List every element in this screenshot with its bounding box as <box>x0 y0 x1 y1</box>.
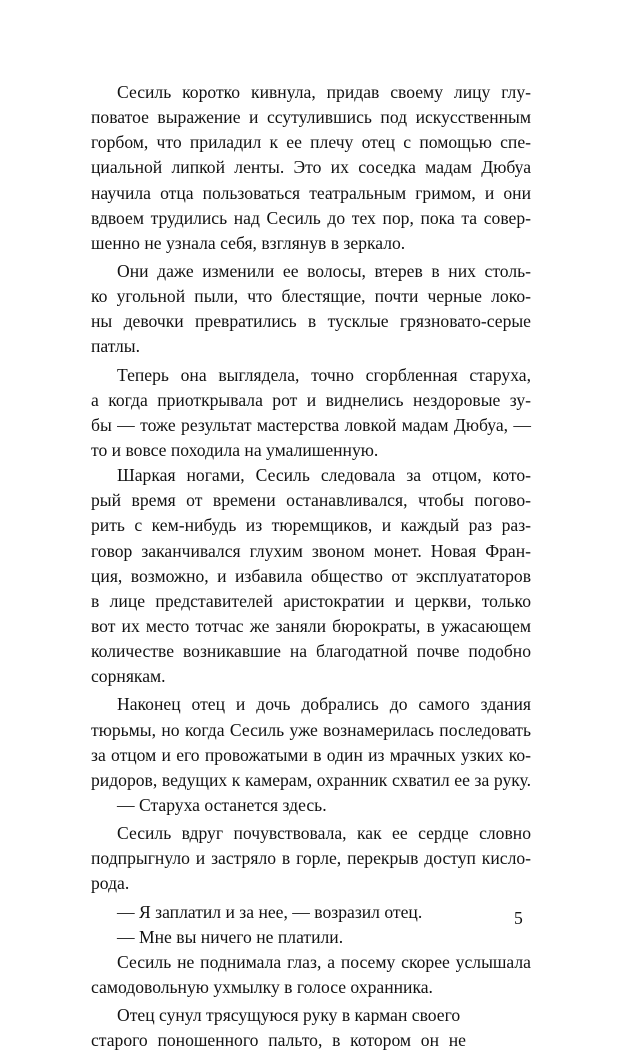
paragraph <box>91 950 531 1000</box>
text-line: — Старуха останется здесь. <box>117 794 327 815</box>
paragraph <box>91 1003 531 1053</box>
text-line: количестве возникавшие на благодатной почве подобно <box>91 641 531 662</box>
text-line: сорнякам. <box>91 666 166 687</box>
text-line: тюрьмы, но когда Сесиль уже вознамерилась последовать <box>91 719 531 740</box>
text-line: старого поношенного пальто, в котором он не <box>91 1030 466 1051</box>
paragraph <box>91 363 531 464</box>
text-line: вдвоем трудились над Сесиль до тех пор, пока та совер- <box>91 207 531 228</box>
text-line: рый время от времени останавливался, чтобы погово- <box>91 490 531 511</box>
text-line: Отец сунул трясущуюся руку в карман своего <box>117 1005 461 1026</box>
text-line: ко угольной пыли, что блестящие, почти черные локо- <box>91 286 531 307</box>
text-line: Наконец отец и дочь добрались до самого здания <box>117 694 531 715</box>
text-line: — Мне вы ничего не платили. <box>117 926 344 947</box>
text-line: за отцом и его провожатыми в один из мрачных узких ко- <box>91 744 531 765</box>
paragraph <box>91 80 531 256</box>
paragraph <box>91 925 531 950</box>
text-line: бы — тоже результат мастерства ловкой мадам Дюбуа, — <box>91 414 531 435</box>
text-line: а когда приоткрывала рот и виднелись нездоровые зу- <box>91 389 531 410</box>
text-line: Сесиль не поднимала глаз, а посему скорее услышала <box>117 951 531 972</box>
paragraph <box>91 692 531 793</box>
text-line: горбом, что приладил к ее плечу отец с помощью спе- <box>91 132 531 153</box>
text-line: Шаркая ногами, Сесиль следовала за отцом, кото- <box>117 465 531 486</box>
text-line: циальной липкой ленты. Это их соседка мадам Дюбуа <box>91 157 531 178</box>
text-line: Теперь она выглядела, точно сгорбленная старуха, <box>117 364 531 385</box>
text-line: подпрыгнуло и застряло в горле, перекрыв доступ кисло- <box>91 848 531 869</box>
text-line: патлы. <box>91 336 141 357</box>
page-number: 5 <box>514 908 523 928</box>
text-line: ны девочки превратились в тусклые грязновато-серые <box>91 311 531 332</box>
paragraph <box>91 259 531 360</box>
body-text <box>91 80 531 1053</box>
text-line: — Я заплатил и за нее, — возразил отец. <box>117 901 423 922</box>
text-line: то и вовсе походила на умалишенную. <box>91 439 379 460</box>
text-line: самодовольную ухмылку в голосе охранника. <box>91 976 433 997</box>
text-line: шенно не узнала себя, взглянув в зеркало. <box>91 232 406 253</box>
text-line: в лице представителей аристократии и церкви, только <box>91 590 531 611</box>
text-line: вот их место тотчас же заняли бюрократы, в ужасающем <box>91 615 531 636</box>
text-line: поватое выражение и ссутулившись под искусственным <box>91 107 531 128</box>
text-line: ция, возможно, и избавила общество от эксплуататоров <box>91 565 531 586</box>
text-line: Они даже изменили ее волосы, втерев в них столь- <box>117 260 531 281</box>
text-line: Сесиль коротко кивнула, придав своему лицу глу- <box>117 82 531 102</box>
text-line: Сесиль вдруг почувствовала, как ее сердце словно <box>117 823 531 844</box>
text-line: рода. <box>91 873 130 894</box>
paragraph <box>91 463 531 689</box>
text-line: научила отца пользоваться театральным гримом, и они <box>91 182 531 203</box>
text-line: говор заканчивался глухим звоном монет. Новая Фран- <box>91 540 531 561</box>
paragraph <box>91 900 531 925</box>
paragraph <box>91 793 531 818</box>
text-line: рить с кем-нибудь из тюремщиков, и каждый раз раз- <box>91 515 531 536</box>
text-line: ридоров, ведущих к камерам, охранник схватил ее за руку. <box>91 769 531 790</box>
paragraph <box>91 821 531 896</box>
